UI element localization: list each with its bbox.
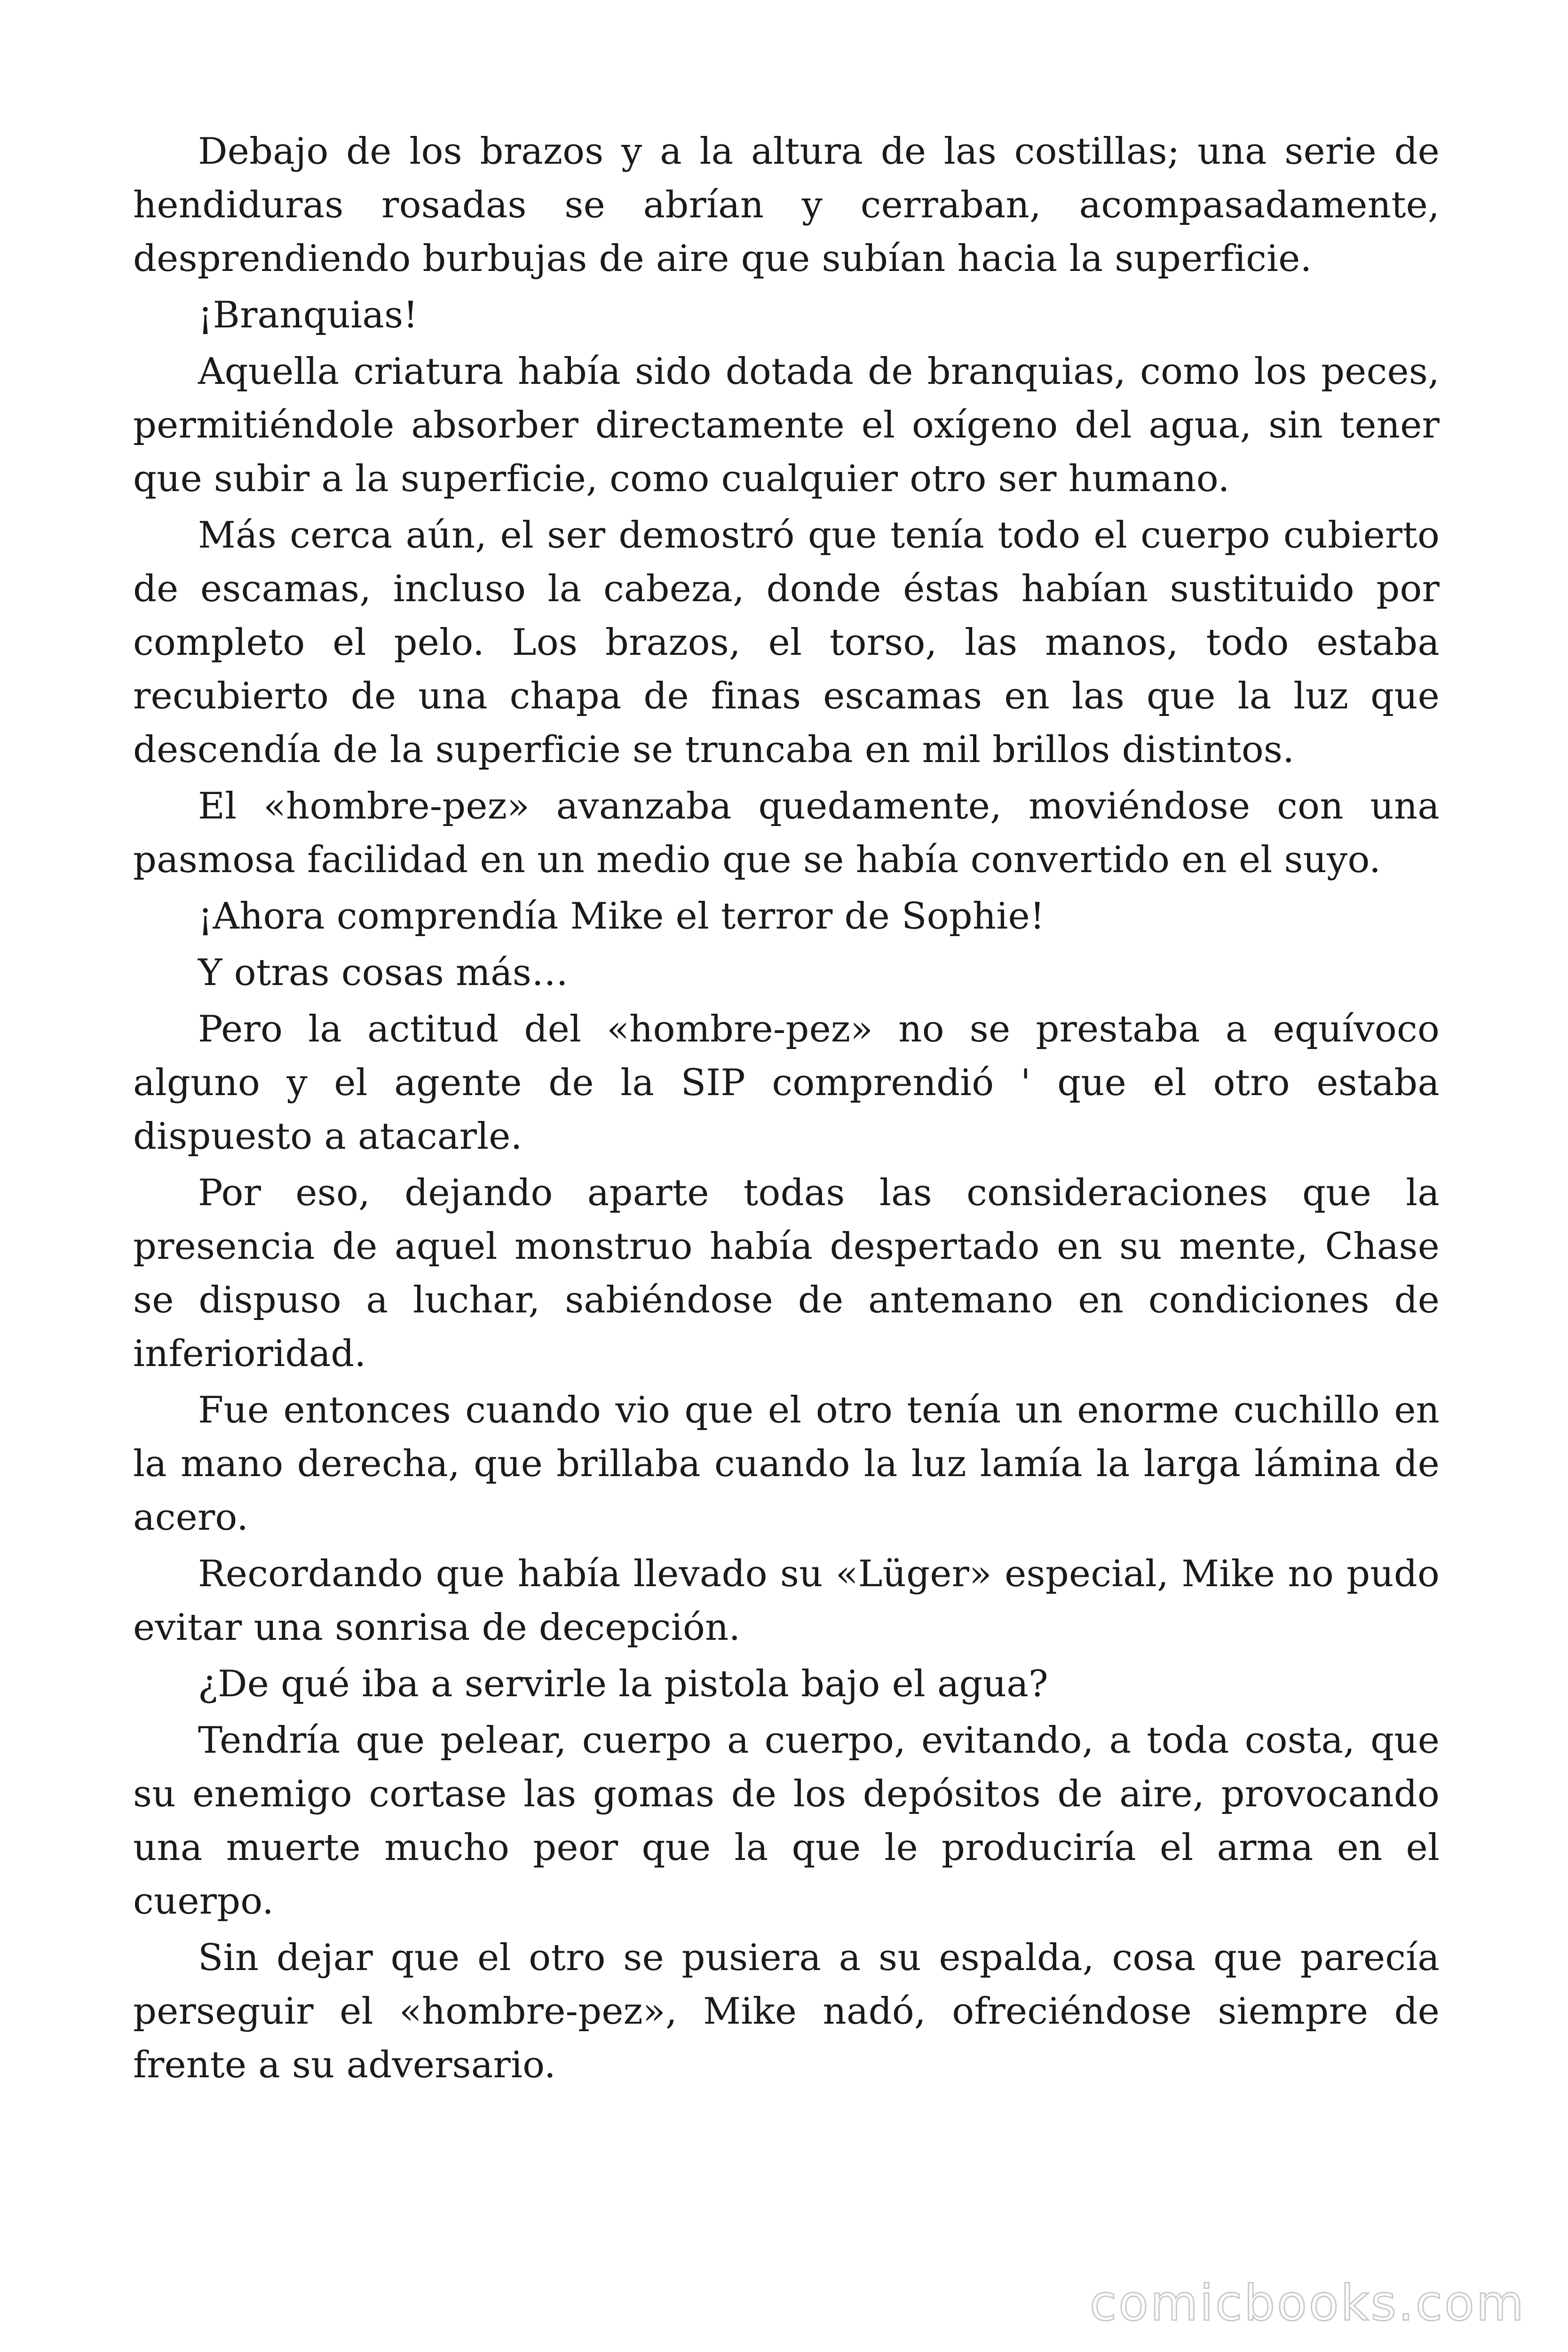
paragraph: ¿De qué iba a servirle la pistola bajo el agua? [198,1663,1048,1705]
paragraph: Más cerca aún, el ser demostró que tenía todo el cuerpo cubierto de escamas, incluso la cabeza, donde éstas habían sustituido por completo el pelo. Los brazos, el torso, las manos, todo estaba recubierto de una chapa de finas escamas en las que la luz que descendía de la superficie se truncaba en mil brillos distintos. [133,514,1440,771]
paragraph: Y otras cosas más… [198,952,569,994]
body-text [133,125,1440,2095]
paragraph: Tendría que pelear, cuerpo a cuerpo, evitando, a toda costa, que su enemigo cortase las gomas de los depósitos de aire, provocando una muerte mucho peor que la que le produciría el arma en el cuerpo. [133,1719,1440,1923]
paragraph: Fue entonces cuando vio que el otro tenía un enorme cuchillo en la mano derecha, que brillaba cuando la luz lamía la larga lámina de acero. [133,1389,1440,1539]
paragraph: Debajo de los brazos y a la altura de las costillas; una serie de hendiduras rosadas se abrían y cerraban, acompasadamente, desprendiendo burbujas de aire que subían hacia la superficie. [133,130,1440,280]
watermark: comicbooks.com [1089,2274,1526,2332]
paragraph: Aquella criatura había sido dotada de branquias, como los peces, permitiéndole absorber directamente el oxígeno del agua, sin tener que subir a la superficie, como cualquier otro ser humano. [133,350,1440,500]
paragraph: Recordando que había llevado su «Lüger» especial, Mike no pudo evitar una sonrisa de decepción. [133,1553,1440,1649]
paragraph: El «hombre-pez» avanzaba quedamente, moviéndose con una pasmosa facilidad en un medio que se había convertido en el suyo. [133,785,1440,881]
paragraph: Pero la actitud del «hombre-pez» no se prestaba a equívoco alguno y el agente de la SIP comprendió ' que el otro estaba dispuesto a atacarle. [133,1008,1440,1158]
paragraph: ¡Ahora comprendía Mike el terror de Sophie! [198,895,1045,938]
paragraph: Por eso, dejando aparte todas las consideraciones que la presencia de aquel monstruo había despertado en su mente, Chase se dispuso a luchar, sabiéndose de antemano en condiciones de inferioridad. [133,1172,1440,1375]
paragraph: ¡Branquias! [198,294,418,336]
paragraph: Sin dejar que el otro se pusiera a su espalda, cosa que parecía perseguir el «hombre-pez», Mike nadó, ofreciéndose siempre de frente a su adversario. [133,1937,1440,2086]
